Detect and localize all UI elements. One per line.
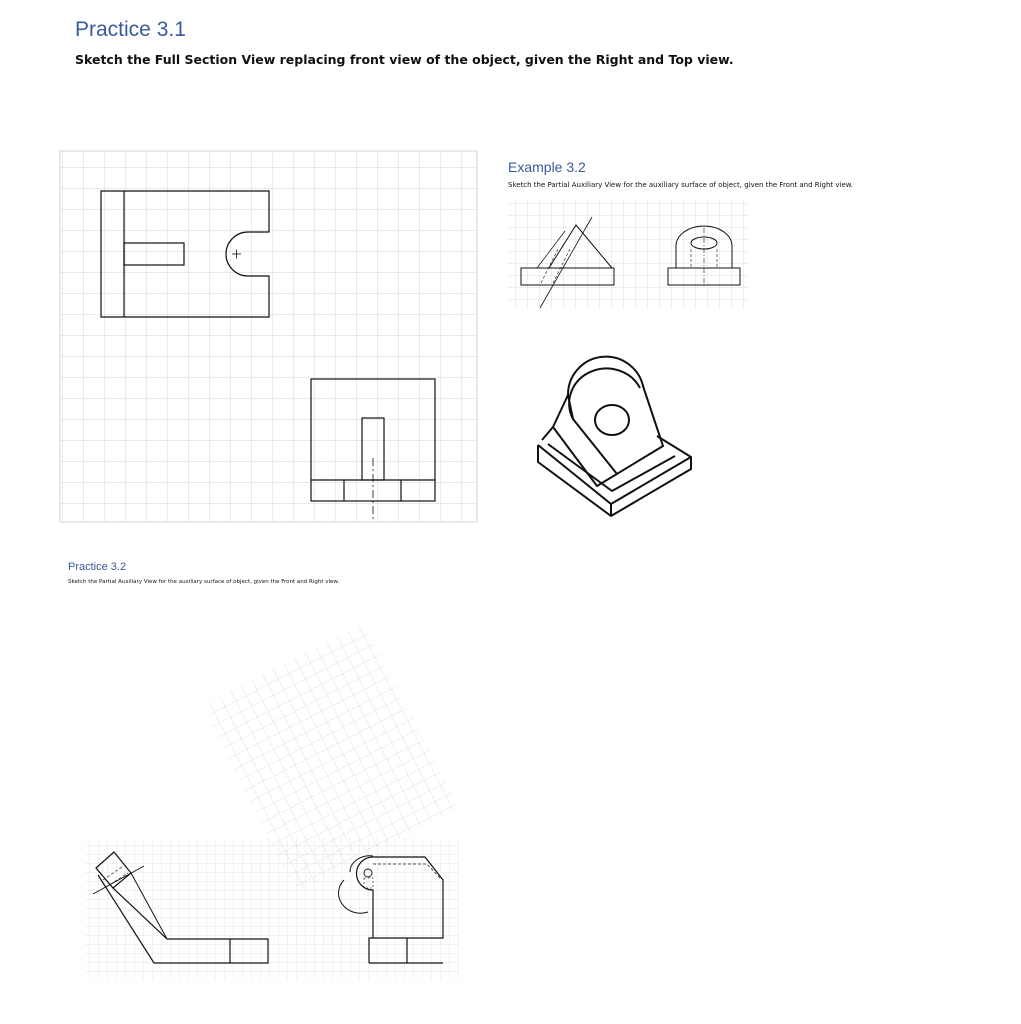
example-3-2-title: Example 3.2: [508, 159, 586, 175]
example-3-2-grid: [508, 199, 748, 308]
practice-3-1-instruction: Sketch the Full Section View replacing front view of the object, given the Right and Top view.: [75, 52, 734, 67]
practice-3-2-instruction: Sketch the Partial Auxiliary View for the auxiliary surface of object, given the Front and Right view.: [68, 579, 340, 585]
example-3-2-instruction: Sketch the Partial Auxiliary View for the auxiliary surface of object, given the Front and Right view.: [508, 181, 854, 189]
practice-3-2-grid: [85, 838, 459, 979]
practice-3-2-title: Practice 3.2: [68, 561, 127, 573]
practice-3-1-title: Practice 3.1: [75, 18, 186, 41]
example-3-2-isometric-view: [538, 357, 691, 516]
